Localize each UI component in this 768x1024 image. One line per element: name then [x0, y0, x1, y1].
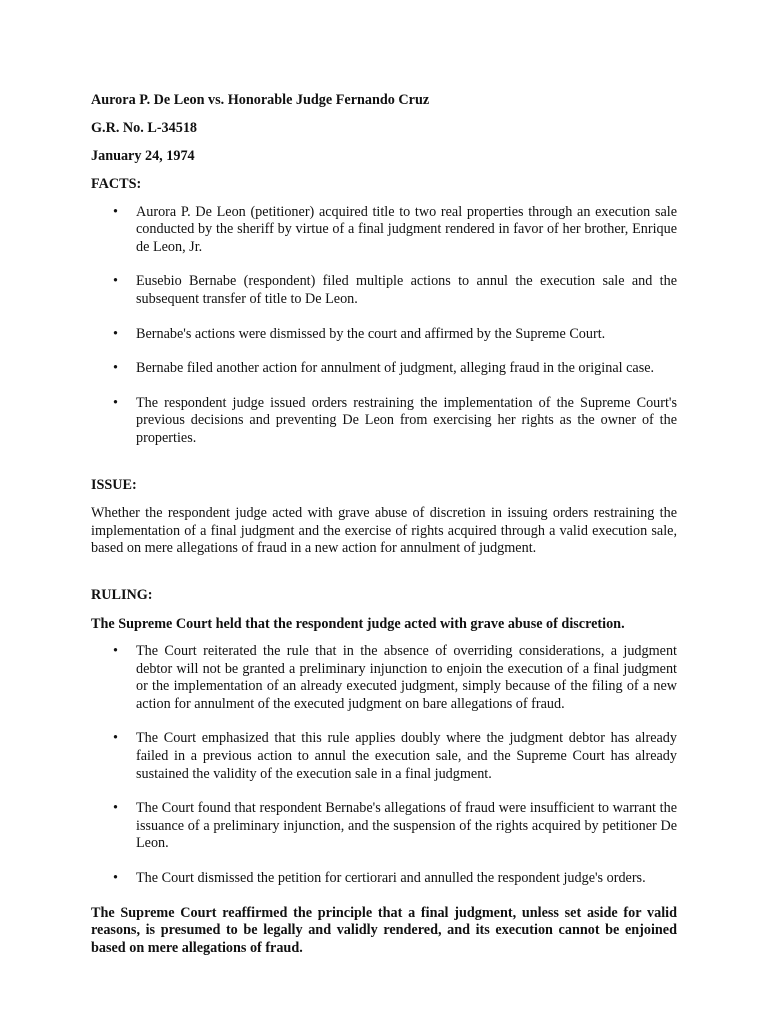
gr-number: G.R. No. L-34518	[91, 120, 198, 136]
case-title: Aurora P. De Leon vs. Honorable Judge Fernando Cruz	[91, 92, 430, 108]
facts-item-3: • Bernabe's actions were dismissed by the court and affirmed by the Supreme Court.	[91, 326, 677, 344]
ruling-held: The Supreme Court held that the respondent judge acted with grave abuse of discretion.	[91, 615, 625, 632]
ruling-heading: RULING:	[91, 586, 153, 603]
decision-date: January 24, 1974	[91, 148, 195, 164]
facts-item-5: • The respondent judge issued orders restraining the implementation of the Supreme Court's previous decisions and preventing De Leon from exercising her rights as the owner of the properties.	[91, 395, 677, 448]
facts-item-2: • Eusebio Bernabe (respondent) filed multiple actions to annul the execution sale and the subsequent transfer of title to De Leon.	[91, 273, 677, 308]
ruling-item-3: • The Court found that respondent Bernabe's allegations of fraud were insufficient to warrant the issuance of a preliminary injunction, and the suspension of the rights acquired by petitioner De Leon.	[91, 800, 677, 853]
ruling-item-4: • The Court dismissed the petition for certiorari and annulled the respondent judge's orders.	[91, 870, 677, 888]
ruling-list	[91, 643, 677, 888]
ruling-item-2: • The Court emphasized that this rule applies doubly where the judgment debtor has already failed in a previous action to annul the execution sale, and the Supreme Court has already sustained the validity of the execution sale in a final judgment.	[91, 730, 677, 783]
ruling-conclusion: The Supreme Court reaffirmed the principle that a final judgment, unless set aside for valid reasons, is presumed to be legally and validly rendered, and its execution cannot be enjoined based on mere allegations of fraud.	[91, 904, 677, 956]
facts-list	[91, 204, 677, 448]
facts-heading: FACTS:	[91, 176, 142, 192]
document-page	[91, 92, 677, 957]
issue-text: Whether the respondent judge acted with grave abuse of discretion in issuing orders restraining the implementation of a final judgment and the exercise of rights acquired through a valid execution sale, based on mere allegations of fraud in a new action for annulment of judgment.	[91, 505, 677, 557]
facts-item-1: • Aurora P. De Leon (petitioner) acquired title to two real properties through an execution sale conducted by the sheriff by virtue of a final judgment rendered in favor of her brother, Enrique de Leon, Jr.	[91, 204, 677, 257]
facts-item-4: • Bernabe filed another action for annulment of judgment, alleging fraud in the original case.	[91, 360, 677, 378]
ruling-item-1: • The Court reiterated the rule that in the absence of overriding considerations, a judgment debtor will not be granted a preliminary injunction to enjoin the execution of a final judgment or the implementation of an already executed judgment, simply because of the filing of a new action for annulment of the executed judgment on bare allegations of fraud.	[91, 643, 677, 713]
issue-heading: ISSUE:	[91, 476, 137, 493]
